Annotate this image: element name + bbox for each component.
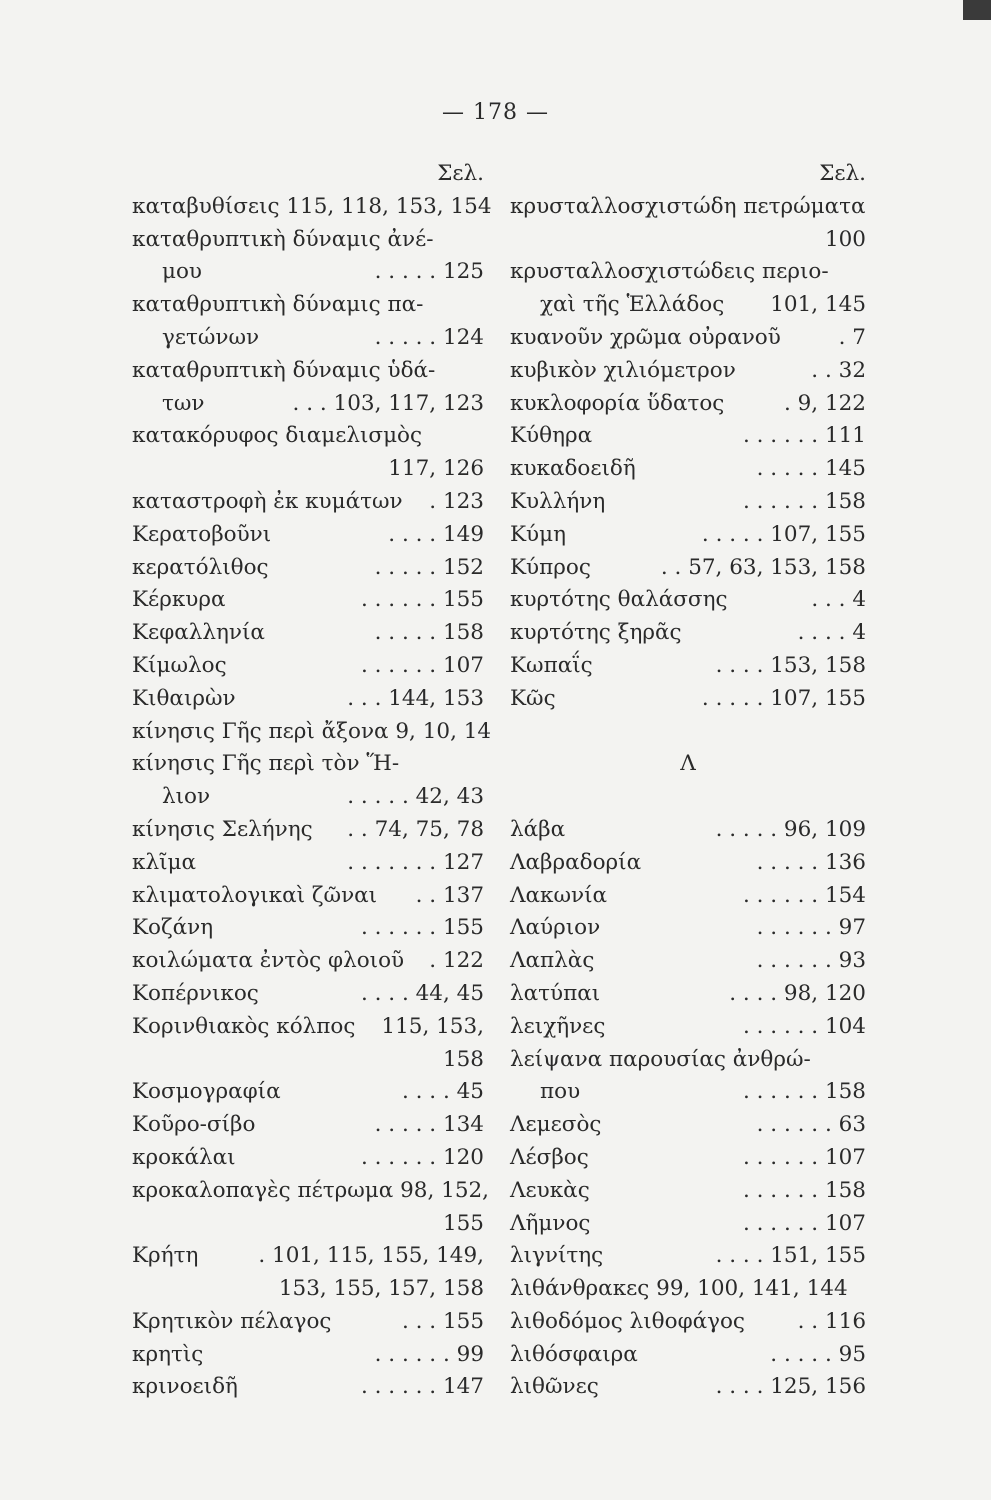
index-entry	[132, 584, 484, 617]
entry-term: χαὶ τῆς Ἑλλάδος	[540, 292, 725, 318]
index-entry	[132, 552, 484, 585]
entry-term: κροκάλαι	[132, 1144, 236, 1170]
index-entry	[510, 453, 866, 486]
index-entry	[132, 1044, 484, 1077]
entry-term: καταθρυπτικὴ δύναμις ἀνέ-	[132, 226, 434, 252]
entry-term: λείψανα παρουσίας ἀνθρώ-	[510, 1046, 811, 1072]
entry-pages: . . . . . 42, 43	[347, 784, 484, 810]
index-entry	[132, 486, 484, 519]
entry-term: Κοσμογραφία	[132, 1079, 281, 1105]
entry-pages: . 7	[838, 324, 866, 350]
entry-pages: . . . . . 145	[756, 456, 866, 482]
entry-term: κυρτότης ξηρᾶς	[510, 620, 682, 646]
entry-term: Κύμη	[510, 521, 566, 547]
index-entry	[132, 880, 484, 913]
entry-term: που	[540, 1079, 581, 1105]
index-entry	[132, 617, 484, 650]
index-entry	[510, 617, 866, 650]
entry-term: κυρτότης θαλάσσης	[510, 587, 728, 613]
index-entry	[510, 584, 866, 617]
index-entry	[132, 355, 484, 388]
entry-term: λατύπαι	[510, 980, 601, 1006]
section-letter	[510, 748, 866, 781]
index-entry	[510, 289, 866, 322]
entry-pages: . . . . . . 147	[360, 1374, 484, 1400]
entry-term: κοιλώματα ἐντὸς φλοιοῦ	[132, 948, 405, 974]
entry-term: Κίμωλος	[132, 652, 227, 678]
entry-pages: . . . . . . 97	[756, 915, 866, 941]
entry-pages: . . . . 125, 156	[715, 1374, 866, 1400]
entry-pages: . 122	[429, 948, 484, 974]
entry-term: Κορινθιακὸς κόλπος	[132, 1013, 356, 1039]
entry-term: 155	[442, 1210, 484, 1236]
index-entry	[510, 224, 866, 257]
entry-term: Κύπρος	[510, 554, 591, 580]
entry-pages: . . . . . 95	[770, 1341, 866, 1367]
entry-pages: . . . 155	[401, 1308, 484, 1334]
entry-pages: 101, 145	[770, 292, 866, 318]
entry-term: Κωπαΐς	[510, 652, 593, 678]
index-entry	[132, 814, 484, 847]
entry-term: κατακόρυφος διαμελισμὸς	[132, 423, 423, 449]
entry-term: λειχῆνες	[510, 1013, 606, 1039]
entry-pages: . . . . 149	[388, 521, 484, 547]
entry-pages: . . . . . . 111	[742, 423, 866, 449]
index-entry	[132, 256, 484, 289]
entry-term: κυανοῦν χρῶμα οὐρανοῦ	[510, 324, 781, 350]
entry-term: Κιθαιρὼν	[132, 685, 236, 711]
right-index-column	[510, 158, 866, 1404]
index-entry	[510, 814, 866, 847]
entry-term: κυκαδοειδῆ	[510, 456, 636, 482]
entry-pages: . . . . 98, 120	[729, 980, 866, 1006]
entry-pages: . . . . . 107, 155	[701, 521, 866, 547]
entry-pages: . . . . . . 93	[756, 948, 866, 974]
entry-term: Λαπλὰς	[510, 948, 595, 974]
entry-pages: . . . . . . 158	[742, 488, 866, 514]
entry-term: κυβικὸν χιλιόμετρον	[510, 357, 736, 383]
entry-term: λιθόσφαιρα	[510, 1341, 638, 1367]
entry-term: 100	[824, 226, 866, 252]
entry-pages: . . . . . . 99	[374, 1341, 484, 1367]
index-entry	[132, 1109, 484, 1142]
entry-term: κερατόλιθος	[132, 554, 269, 580]
entry-term: κίνησις Γῆς περὶ ἄξονα 9, 10, 14	[132, 718, 492, 744]
entry-pages: . . . . . 124	[374, 324, 484, 350]
entry-term: λιον	[162, 784, 211, 810]
index-entry	[510, 650, 866, 683]
entry-term: καταβυθίσεις 115, 118, 153, 154	[132, 193, 492, 219]
index-entry	[510, 355, 866, 388]
index-entry	[510, 1306, 866, 1339]
entry-term: λιθάνθρακες 99, 100, 141, 144	[510, 1276, 848, 1302]
entry-pages: . . . . 4	[797, 620, 866, 646]
index-entry	[510, 1076, 866, 1109]
entry-pages: . 9, 122	[783, 390, 866, 416]
entry-term: Κοζάνη	[132, 915, 214, 941]
index-entry	[510, 1371, 866, 1404]
entry-term: κρυσταλλοσχιστώδη πετρώματα	[510, 193, 866, 219]
entry-term: Κύθηρα	[510, 423, 593, 449]
index-entry	[132, 420, 484, 453]
index-entry	[510, 322, 866, 355]
entry-pages: . . . . . . 158	[742, 1079, 866, 1105]
entry-term: λάβα	[510, 816, 566, 842]
index-entry	[510, 1011, 866, 1044]
index-entry	[510, 847, 866, 880]
entry-term: καταστροφὴ ἐκ κυμάτων	[132, 488, 403, 514]
entry-pages: . . . . . . 104	[742, 1013, 866, 1039]
entry-term: κροκαλοπαγὲς πέτρωμα 98, 152,	[132, 1177, 490, 1203]
entry-pages: . 123	[429, 488, 484, 514]
index-entry	[510, 1240, 866, 1273]
index-entry	[132, 650, 484, 683]
entry-term: Λῆμνος	[510, 1210, 591, 1236]
index-entry	[132, 912, 484, 945]
index-entry	[510, 388, 866, 421]
scan-edge-mark	[963, 0, 991, 20]
entry-term: κίνησις Σελήνης	[132, 816, 313, 842]
entry-term: λιγνίτης	[510, 1243, 604, 1269]
entry-term: μου	[162, 259, 202, 285]
index-entry	[132, 1175, 490, 1208]
index-entry	[510, 880, 866, 913]
entry-term: Λευκὰς	[510, 1177, 590, 1203]
entry-term: Κῶς	[510, 685, 556, 711]
entry-term: κίνησις Γῆς περὶ τὸν Ἥ-	[132, 751, 400, 777]
index-entry	[510, 486, 866, 519]
entry-pages: . . 32	[811, 357, 866, 383]
entry-term: 117, 126	[388, 456, 484, 482]
entry-term: 153, 155, 157, 158	[278, 1276, 484, 1302]
entry-pages: . . . 103, 117, 123	[292, 390, 484, 416]
entry-term: καταθρυπτικὴ δύναμις ὑδά-	[132, 357, 436, 383]
index-entry	[510, 420, 866, 453]
entry-pages: . . . . . . 120	[360, 1144, 484, 1170]
index-entry	[510, 1208, 866, 1241]
entry-pages: . . . . . 134	[374, 1112, 484, 1138]
entry-pages: . . . . . 136	[756, 849, 866, 875]
entry-term: κυκλοφορία ὕδατος	[510, 390, 725, 416]
entry-pages: . . . . 153, 158	[715, 652, 866, 678]
entry-term: κρητὶς	[132, 1341, 204, 1367]
index-entry	[132, 1273, 484, 1306]
entry-term: Λαβραδορία	[510, 849, 642, 875]
entry-pages: . . . . . 125	[374, 259, 484, 285]
entry-term: Κρήτη	[132, 1243, 199, 1269]
index-entry	[132, 945, 484, 978]
index-entry	[132, 847, 484, 880]
entry-pages: . . 57, 63, 153, 158	[660, 554, 866, 580]
entry-term: λιθῶνες	[510, 1374, 599, 1400]
entry-term: Λεμεσὸς	[510, 1112, 602, 1138]
index-entry	[510, 781, 866, 814]
entry-pages: . 101, 115, 155, 149,	[258, 1243, 484, 1269]
index-entry	[132, 322, 484, 355]
entry-term: Κοπέρνικος	[132, 980, 259, 1006]
entry-term: κρυσταλλοσχιστώδεις περιο-	[510, 259, 829, 285]
entry-term: κλῖμα	[132, 849, 196, 875]
index-entry	[510, 1339, 866, 1372]
index-entry	[510, 978, 866, 1011]
index-entry	[132, 1240, 484, 1273]
index-entry	[510, 683, 866, 716]
column-header-label: Σελ.	[437, 161, 484, 186]
index-entry	[510, 1273, 866, 1306]
index-entry	[132, 781, 484, 814]
entry-pages: . . . . 151, 155	[715, 1243, 866, 1269]
entry-pages: . . 137	[415, 882, 484, 908]
entry-term: κλιματολογικαὶ ζῶναι	[132, 882, 378, 908]
index-entry	[510, 912, 866, 945]
index-entry	[132, 519, 484, 552]
index-entry	[132, 716, 492, 749]
entry-term: λιθοδόμος λιθοφάγος	[510, 1308, 745, 1334]
index-entry	[510, 191, 866, 224]
index-entry	[132, 1339, 484, 1372]
entry-pages: . . . 4	[811, 587, 866, 613]
entry-pages: . . . . . . . 127	[347, 849, 484, 875]
column-header-label: Σελ.	[819, 161, 866, 186]
entry-pages: . . . . . . 107	[742, 1144, 866, 1170]
entry-pages: . . . 144, 153	[347, 685, 484, 711]
entry-pages: . . . . . 158	[374, 620, 484, 646]
index-entry	[132, 1142, 484, 1175]
entry-term: καταθρυπτικὴ δύναμις πα-	[132, 292, 424, 318]
entry-term: Κερατοβοῦνι	[132, 521, 272, 547]
entry-term: Λαύριον	[510, 915, 601, 941]
entry-pages: 115, 153,	[381, 1013, 484, 1039]
entry-term: Κυλλήνη	[510, 488, 606, 514]
left-index-column	[132, 158, 492, 1404]
index-entry	[510, 552, 866, 585]
entry-pages: . . . . . . 107	[742, 1210, 866, 1236]
entry-term: Λακωνία	[510, 882, 608, 908]
entry-pages: . . . . . 152	[374, 554, 484, 580]
index-entry	[510, 1175, 866, 1208]
index-entry	[132, 453, 484, 486]
index-entry	[510, 945, 866, 978]
index-entry	[510, 1044, 866, 1077]
index-entry	[132, 1076, 484, 1109]
entry-term: 158	[442, 1046, 484, 1072]
index-entry	[132, 683, 484, 716]
entry-term: κρινοειδῆ	[132, 1374, 238, 1400]
entry-pages: . . . . . 96, 109	[715, 816, 866, 842]
index-entry	[132, 289, 484, 322]
index-entry	[132, 1306, 484, 1339]
entry-term: Κρητικὸν πέλαγος	[132, 1308, 332, 1334]
index-entry	[132, 191, 492, 224]
index-entry	[510, 256, 866, 289]
entry-pages: . . . . . 107, 155	[701, 685, 866, 711]
entry-pages: . . . . . . 154	[742, 882, 866, 908]
index-entry	[132, 978, 484, 1011]
index-entry	[132, 224, 484, 257]
entry-pages: . . . . 45	[401, 1079, 484, 1105]
entry-term: των	[162, 390, 205, 416]
entry-pages: . . . . . . 158	[742, 1177, 866, 1203]
entry-term: Κοῦρο-σίβο	[132, 1112, 256, 1138]
entry-pages: . . 74, 75, 78	[347, 816, 484, 842]
column-header	[510, 158, 866, 191]
entry-pages: . . . . . . 107	[360, 652, 484, 678]
entry-term: Κεφαλληνία	[132, 620, 265, 646]
index-entry	[510, 1142, 866, 1175]
entry-pages: . . . . 44, 45	[360, 980, 484, 1006]
index-entry	[510, 519, 866, 552]
page-number: — 178 —	[442, 100, 549, 125]
entry-pages: . . . . . . 155	[360, 587, 484, 613]
entry-pages: . . . . . . 63	[756, 1112, 866, 1138]
entry-term: Λ	[680, 751, 696, 777]
index-entry	[132, 388, 484, 421]
entry-pages: . . . . . . 155	[360, 915, 484, 941]
entry-term: Κέρκυρα	[132, 587, 226, 613]
entry-term: Λέσβος	[510, 1144, 589, 1170]
index-entry	[132, 748, 484, 781]
column-header	[132, 158, 484, 191]
index-entry	[132, 1208, 484, 1241]
index-entry	[510, 716, 866, 749]
index-entry	[510, 1109, 866, 1142]
index-entry	[132, 1011, 484, 1044]
entry-pages: . . 116	[797, 1308, 866, 1334]
index-entry	[132, 1371, 484, 1404]
entry-term: γετώνων	[162, 324, 260, 350]
